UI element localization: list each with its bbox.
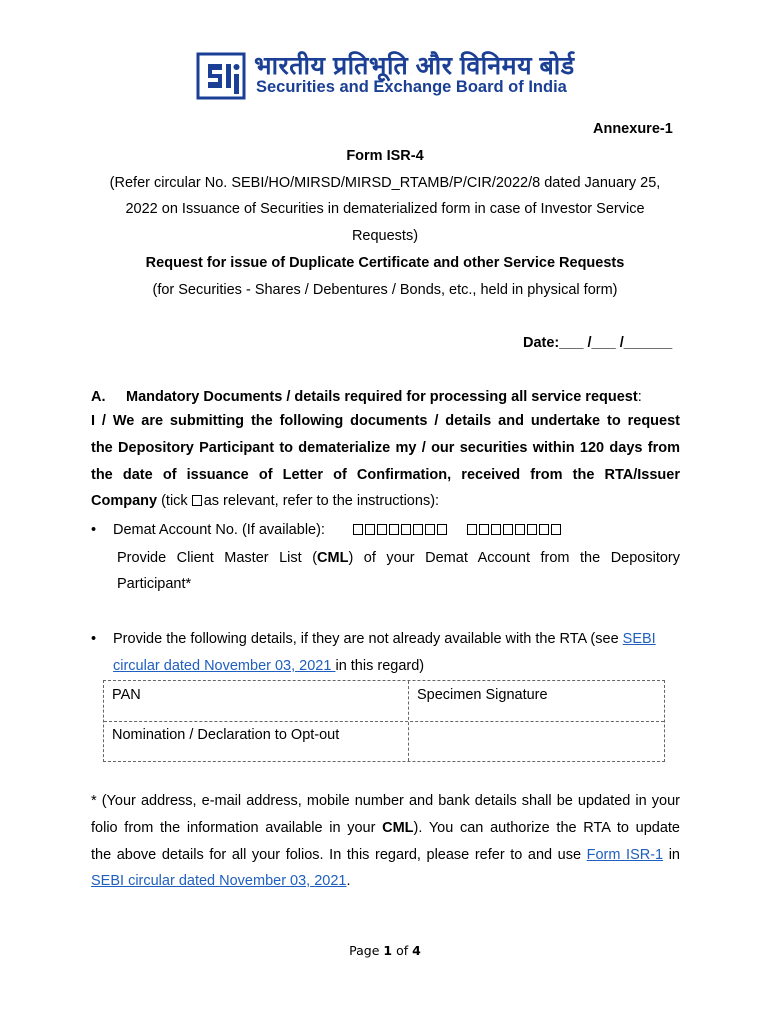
bullet2-line-2 <box>113 656 424 676</box>
table-cell-pan: PAN <box>112 687 141 703</box>
tick-prefix: (tick <box>157 493 192 509</box>
cml-bold: CML <box>317 550 349 566</box>
bullet-dot-icon: • <box>91 522 97 538</box>
cml-line-1 <box>117 548 680 568</box>
request-subtitle: (for Securities - Shares / Debentures / Bonds, etc., held in physical form) <box>152 282 618 298</box>
footnote-line-4-end: . <box>346 873 351 889</box>
section-a-para-line-2: the Depository Participant to dematerialize my / our securities within 120 days from <box>91 440 680 456</box>
demat-client-id-boxes[interactable] <box>467 520 563 540</box>
footnote-line-3-b: in <box>663 847 680 863</box>
footer-page-number: 1 <box>383 943 393 958</box>
logo-hindi-text: भारतीय प्रतिभूति और विनिमय बोर्ड <box>254 52 575 80</box>
cml-line-2: Participant* <box>117 576 192 592</box>
sebi-circular-link-2[interactable]: circular dated November 03, 2021 <box>113 658 336 674</box>
demat-account-boxes[interactable] <box>353 520 563 540</box>
tick-checkbox-icon <box>192 495 202 506</box>
form-title: Form ISR-4 <box>346 148 424 164</box>
details-table <box>103 680 665 762</box>
circular-ref-line-3: Requests) <box>351 228 419 244</box>
footnote-line-1: * (Your address, e-mail address, mobile number and bank details shall be updated in your <box>91 793 680 809</box>
footer-of-word: of <box>392 943 413 958</box>
company-word: Company <box>91 493 158 509</box>
section-a-heading-colon: : <box>637 389 642 405</box>
section-a-letter: A. <box>91 389 106 405</box>
bullet2-after-link: in this regard) <box>335 658 425 674</box>
form-isr1-link[interactable]: Form ISR-1 <box>586 847 664 863</box>
cml-suffix: ) of your Demat Account from the Depository <box>348 550 680 566</box>
footnote-line-2 <box>91 818 680 838</box>
footnote-line-3-a: the above details for all your folios. In this regard, please refer to and use <box>91 847 587 863</box>
footnote-line-3 <box>91 845 680 865</box>
sebi-circular-link-3[interactable]: SEBI circular dated November 03, 2021 <box>91 873 347 889</box>
sebi-logo-icon <box>196 52 246 100</box>
footnote-line-4 <box>91 871 351 891</box>
footnote-line-2-a: folio from the information available in your <box>91 820 383 836</box>
section-a-para-line-1: I / We are submitting the following documents / details and undertake to request <box>91 413 680 429</box>
logo-english-text: Securities and Exchange Board of India <box>256 78 567 96</box>
demat-dp-id-boxes[interactable] <box>353 520 449 540</box>
sebi-circular-link-1[interactable]: SEBI <box>622 631 656 647</box>
cml-prefix: Provide Client Master List ( <box>117 550 318 566</box>
footer-page-word: Page <box>349 943 384 958</box>
section-a-heading-text: Mandatory Documents / details required for processing all service request <box>126 389 638 405</box>
footnote-line-2-b: ). You can authorize the RTA to update <box>413 820 680 836</box>
tick-suffix: as relevant, refer to the instructions): <box>203 493 440 509</box>
section-a-heading <box>126 387 642 407</box>
annexure-label: Annexure-1 <box>593 121 673 137</box>
section-a-para-line-3: the date of issuance of Letter of Confirmation, received from the RTA/Issuer <box>91 467 680 483</box>
table-cell-nomination: Nomination / Declaration to Opt-out <box>112 727 340 743</box>
bullet-dot-icon: • <box>91 631 97 647</box>
request-title: Request for issue of Duplicate Certificate and other Service Requests <box>145 255 625 271</box>
bullet2-text: Provide the following details, if they are not already available with the RTA (see <box>113 631 623 647</box>
table-cell-specimen-signature: Specimen Signature <box>417 687 548 703</box>
page-footer <box>0 943 770 958</box>
footer-page-total: 4 <box>412 943 421 958</box>
date-field[interactable]: Date:___ /___ /______ <box>523 335 673 351</box>
bullet2-line-1 <box>113 629 680 649</box>
demat-account-label: Demat Account No. (If available): <box>113 522 325 538</box>
footnote-cml-bold: CML <box>382 820 414 836</box>
circular-ref-line-1: (Refer circular No. SEBI/HO/MIRSD/MIRSD_RTAMB/P/CIR/2022/8 dated January 25, <box>109 175 661 191</box>
circular-ref-line-2: 2022 on Issuance of Securities in dematerialized form in case of Investor Service <box>125 201 645 217</box>
section-a-para-line-4 <box>91 488 680 515</box>
